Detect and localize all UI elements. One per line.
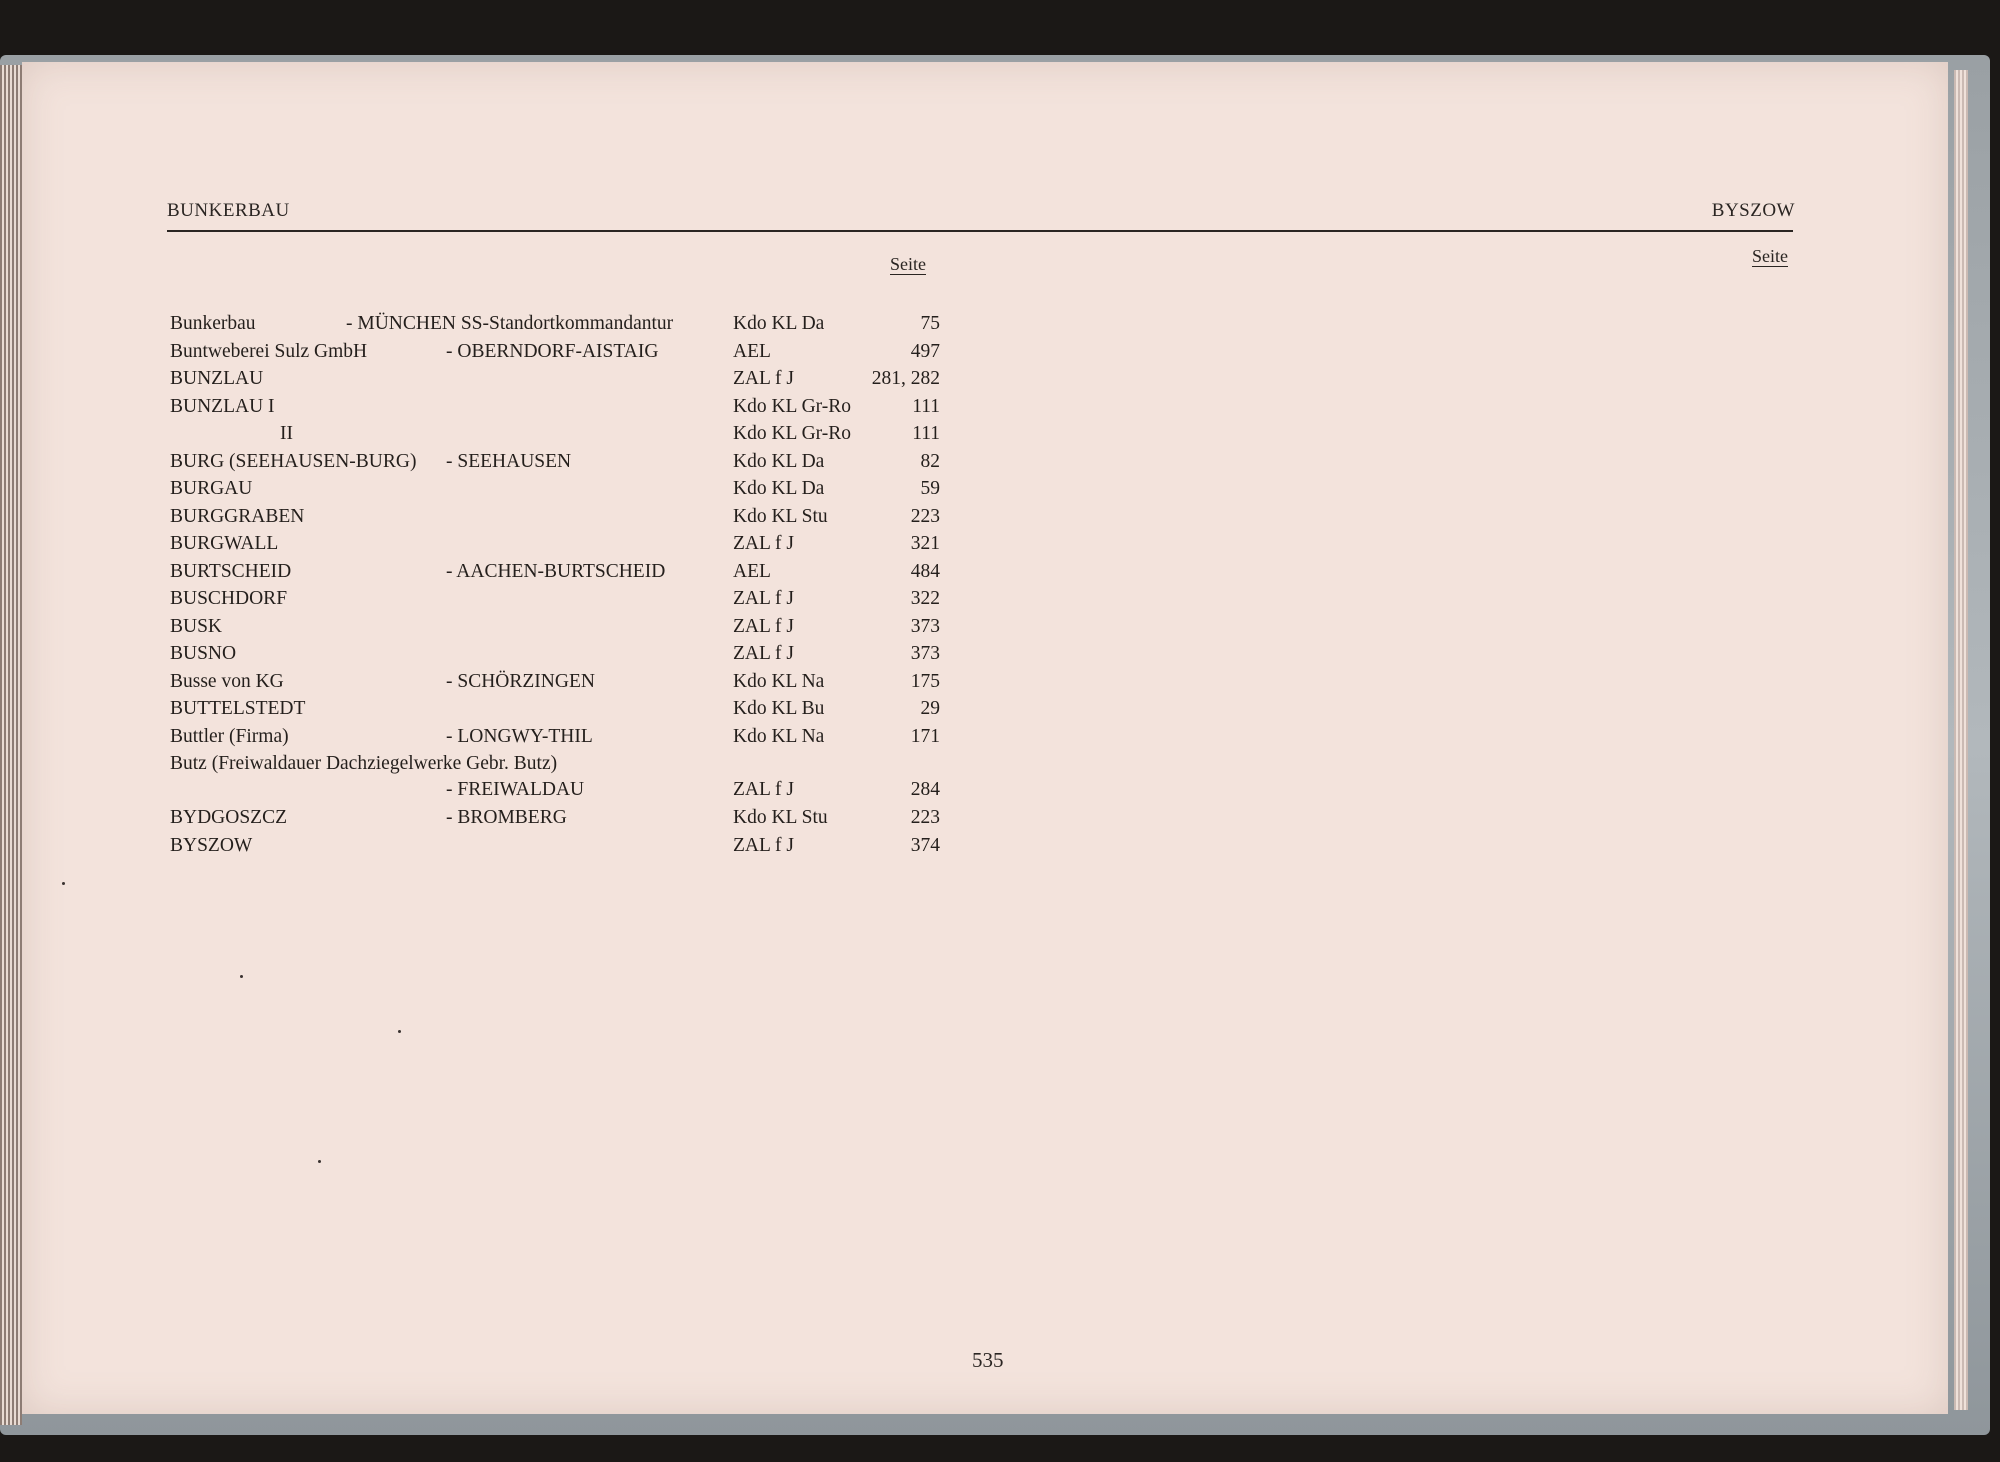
entry-name: BUTTELSTEDT (170, 698, 306, 719)
index-entry-row (0, 807, 2000, 833)
entry-name: BUSCHDORF (170, 588, 288, 609)
index-entry-row (0, 396, 2000, 422)
entry-camp-code: Kdo KL Da (733, 451, 825, 472)
seite-column-label-right: Seite (1752, 246, 1788, 266)
index-entry-row (0, 643, 2000, 669)
entry-camp-code: ZAL f J (733, 643, 795, 664)
entry-page-number: 281, 282 (871, 368, 940, 389)
entry-page-number: 223 (910, 506, 940, 527)
entry-name: BURG (SEEHAUSEN-BURG) (170, 451, 417, 472)
entry-page-number: 175 (910, 671, 940, 692)
entry-page-number: 29 (920, 698, 940, 719)
entry-camp-code: Kdo KL Bu (733, 698, 825, 719)
entry-page-number: 373 (910, 643, 940, 664)
entry-page-number: 321 (910, 533, 940, 554)
entry-name: Bunkerbau (170, 313, 256, 334)
entry-camp-code: ZAL f J (733, 588, 795, 609)
page-number: 535 (972, 1348, 1004, 1372)
index-entry-row (0, 835, 2000, 861)
index-entry-row (0, 753, 2000, 779)
entry-camp-code: Kdo KL Na (733, 726, 825, 747)
entry-camp-code: ZAL f J (733, 779, 795, 800)
entry-name: BURTSCHEID (170, 561, 292, 582)
entry-name: BURGAU (170, 478, 253, 499)
entry-camp-code: Kdo KL Da (733, 313, 825, 334)
index-entry-row (0, 313, 2000, 339)
entry-camp-code: AEL (733, 561, 771, 582)
entry-place: - LONGWY-THIL (446, 726, 593, 747)
entry-name: Butz (Freiwaldauer Dachziegelwerke Gebr. Butz) (170, 753, 558, 774)
entry-name: BUNZLAU (170, 368, 264, 389)
entry-place: - SEEHAUSEN (446, 451, 572, 472)
entry-name: BUSK (170, 616, 223, 637)
entry-name: II (280, 423, 293, 444)
paper-speck (318, 1160, 321, 1163)
entry-page-number: 322 (910, 588, 940, 609)
entry-place: - SCHÖRZINGEN (446, 671, 595, 692)
seite-column-label: Seite (890, 254, 926, 274)
index-entry-row (0, 561, 2000, 587)
paper-speck (240, 975, 243, 978)
entry-camp-code: Kdo KL Na (733, 671, 825, 692)
entry-camp-code: AEL (733, 341, 771, 362)
entry-name: BUSNO (170, 643, 237, 664)
index-entry-row (0, 506, 2000, 532)
entry-camp-code: Kdo KL Gr-Ro (733, 423, 852, 444)
entry-place: - MÜNCHEN SS-Standortkommandantur (346, 313, 674, 334)
index-entry-row (0, 698, 2000, 724)
entry-page-number: 284 (910, 779, 940, 800)
entry-page-number: 59 (920, 478, 940, 499)
entry-place: - FREIWALDAU (446, 779, 585, 800)
entry-page-number: 484 (910, 561, 940, 582)
entry-page-number: 82 (920, 451, 940, 472)
entry-page-number: 373 (910, 616, 940, 637)
index-entry-row (0, 341, 2000, 367)
entry-place: - OBERNDORF-AISTAIG (446, 341, 659, 362)
entry-camp-code: Kdo KL Gr-Ro (733, 396, 852, 417)
entry-name: BYSZOW (170, 835, 253, 856)
entry-camp-code: Kdo KL Stu (733, 807, 828, 828)
entry-place: - BROMBERG (446, 807, 567, 828)
index-entry-row (0, 451, 2000, 477)
entry-camp-code: ZAL f J (733, 616, 795, 637)
entry-camp-code: ZAL f J (733, 835, 795, 856)
index-entry-row (0, 368, 2000, 394)
running-header-right: BYSZOW (1711, 200, 1795, 221)
entry-camp-code: ZAL f J (733, 368, 795, 389)
index-entry-row (0, 588, 2000, 614)
entry-name: BYDGOSZCZ (170, 807, 288, 828)
index-entry-row (0, 616, 2000, 642)
index-entry-row (0, 423, 2000, 449)
entry-page-number: 374 (910, 835, 940, 856)
entry-name: BURGGRABEN (170, 506, 305, 527)
entry-page-number: 497 (910, 341, 940, 362)
entry-page-number: 75 (920, 313, 940, 334)
entry-page-number: 111 (912, 423, 940, 444)
entry-name: Busse von KG (170, 671, 284, 692)
entry-page-number: 223 (910, 807, 940, 828)
paper-speck (398, 1030, 401, 1033)
paper-speck (62, 882, 65, 885)
entry-camp-code: Kdo KL Stu (733, 506, 828, 527)
entry-name: Buttler (Firma) (170, 726, 289, 747)
index-entry-row (0, 478, 2000, 504)
entry-page-number: 171 (910, 726, 940, 747)
entry-page-number: 111 (912, 396, 940, 417)
index-entry-row (0, 779, 2000, 805)
running-header-left: BUNKERBAU (167, 200, 290, 221)
entry-camp-code: ZAL f J (733, 533, 795, 554)
entry-name: BURGWALL (170, 533, 279, 554)
index-entry-row (0, 533, 2000, 559)
entry-camp-code: Kdo KL Da (733, 478, 825, 499)
index-entry-row (0, 726, 2000, 752)
entry-name: BUNZLAU I (170, 396, 275, 417)
entry-name: Buntweberei Sulz GmbH (170, 341, 368, 362)
index-entry-row (0, 671, 2000, 697)
entry-place: - AACHEN-BURTSCHEID (446, 561, 666, 582)
